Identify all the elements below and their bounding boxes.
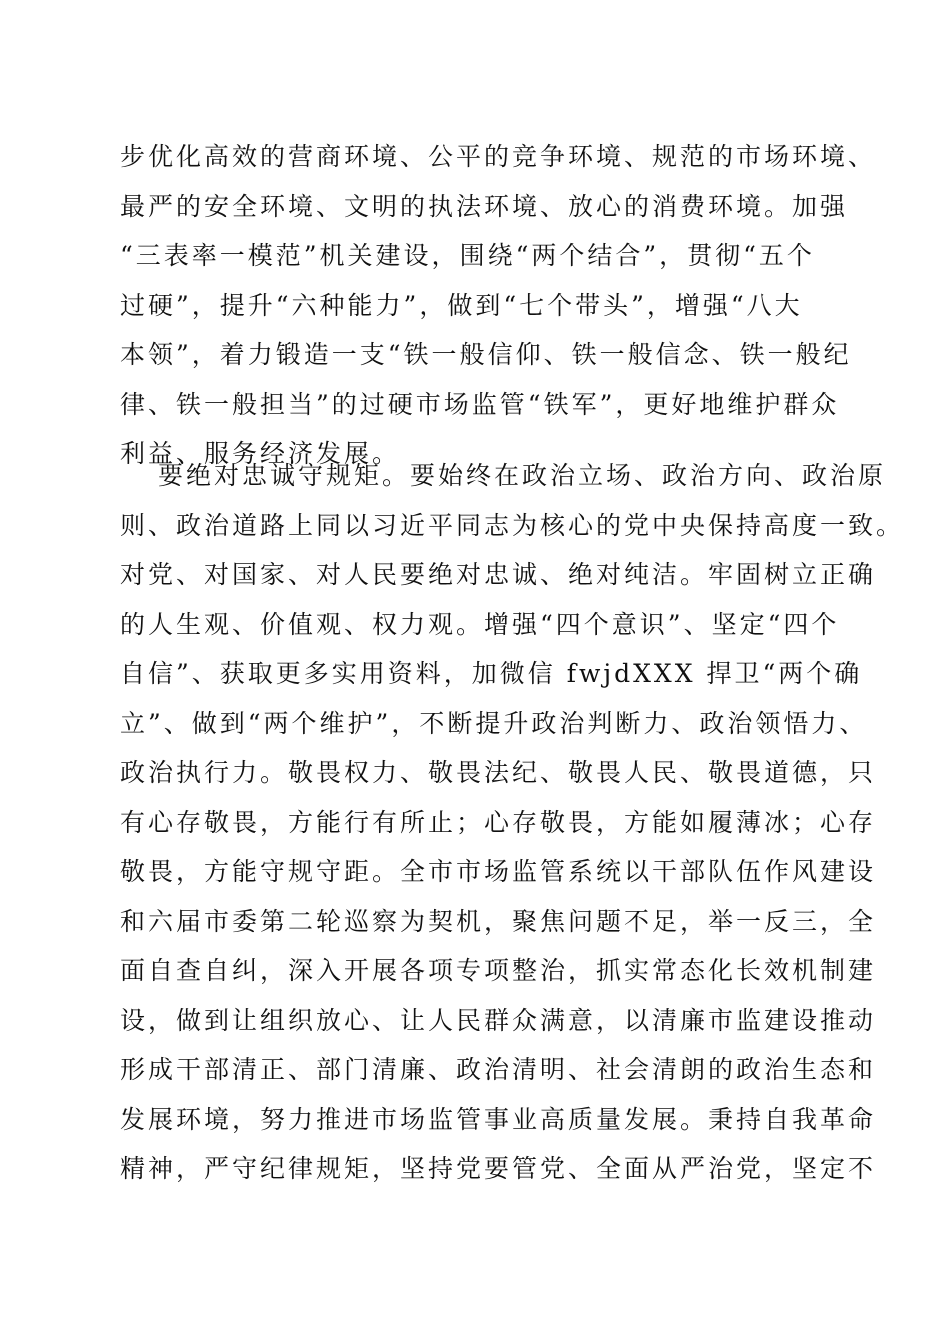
text-line: 和六届市委第二轮巡察为契机，聚焦问题不足，举一反三，全	[120, 906, 877, 936]
text-line: 有心存敬畏，方能行有所止；心存敬畏，方能如履薄冰；心存	[120, 807, 877, 837]
text-line: 形成干部清正、部门清廉、政治清明、社会清朗的政治生态和	[120, 1055, 877, 1084]
text-line: 最严的安全环境、文明的执法环境、放心的消费环境。加强	[120, 191, 849, 221]
text-line: 对党、对国家、对人民要绝对忠诚、绝对纯洁。牢固树立正确	[120, 560, 877, 589]
text-line: “三表率一模范”机关建设，围绕“两个结合”，贯彻“五个	[120, 241, 815, 270]
text-line: 律、铁一般担当”的过硬市场监管“铁军”，更好地维护群众	[120, 389, 840, 419]
paragraph-continuation	[120, 132, 877, 479]
paragraph-first-line: 要绝对忠诚守规矩。要始终在政治立场、政治方向、政治原	[158, 461, 887, 490]
text-line: 自信”、获取更多实用资料，加微信 fwjdXXX 捍卫“两个确	[120, 659, 863, 688]
text-line: 敬畏，方能守规守距。全市市场监管系统以干部队伍作风建设	[120, 857, 877, 886]
text-line: 政治执行力。敬畏权力、敬畏法纪、敬畏人民、敬畏道德，只	[120, 758, 877, 787]
text-line: 利益、服务经济发展。	[120, 439, 401, 468]
text-line: 本领”，着力锻造一支“铁一般信仰、铁一般信念、铁一般纪	[120, 340, 852, 369]
text-line: 步优化高效的营商环境、公平的竞争环境、规范的市场环境、	[120, 142, 877, 171]
text-line: 精神，严守纪律规矩，坚持党要管党、全面从严治党，坚定不	[120, 1154, 877, 1183]
text-line: 过硬”，提升“六种能力”，做到“七个带头”，增强“八大	[120, 290, 803, 320]
text-line: 的人生观、价值观、权力观。增强“四个意识”、坚定“四个	[120, 609, 840, 639]
text-line: 则、政治道路上同以习近平同志为核心的党中央保持高度一致。	[120, 510, 905, 540]
text-line: 面自查自纠，深入开展各项专项整治，抓实常态化长效机制建	[120, 956, 877, 985]
text-line: 发展环境，努力推进市场监管事业高质量发展。秉持自我革命	[120, 1104, 877, 1134]
paragraph-loyalty	[120, 451, 905, 1194]
text-line: 立”、做到“两个维护”，不断提升政治判断力、政治领悟力、	[120, 708, 868, 738]
text-line: 设，做到让组织放心、让人民群众满意，以清廉市监建设推动	[120, 1005, 877, 1035]
